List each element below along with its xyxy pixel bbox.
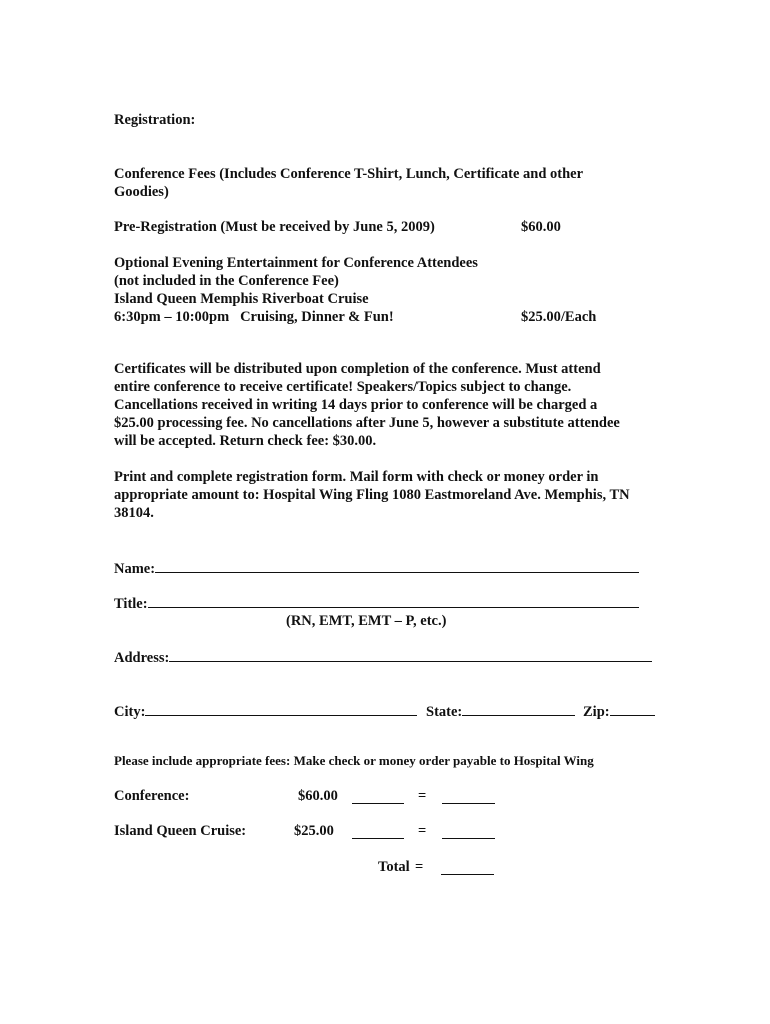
preregistration-label: Pre-Registration (Must be received by June 5, 2009) <box>114 219 435 235</box>
address-row <box>114 647 652 667</box>
optional-line: Optional Evening Entertainment for Conference Attendees <box>114 255 478 271</box>
state-label: State: <box>426 704 463 720</box>
title-label: Title: <box>114 596 148 612</box>
total-field[interactable] <box>441 860 494 875</box>
name-field[interactable] <box>155 558 639 573</box>
optional-line: 6:30pm – 10:00pm Cruising, Dinner & Fun! <box>114 309 394 325</box>
conference-fees-intro <box>114 165 674 201</box>
optional-price: $25.00/Each <box>521 309 597 325</box>
zip-label: Zip: <box>583 704 610 720</box>
fees-intro-line: Goodies) <box>114 184 169 200</box>
certificates-line: Certificates will be distributed upon completion of the conference. Must attend <box>114 361 601 377</box>
state-row <box>426 701 575 721</box>
certificates-line: Cancellations received in writing 14 days prior to conference will be charged a <box>114 397 598 413</box>
certificates-line: entire conference to receive certificate! Speakers/Topics subject to change. <box>114 379 572 395</box>
name-row <box>114 558 639 578</box>
registration-heading: Registration: <box>114 112 196 128</box>
city-label: City: <box>114 704 146 720</box>
conference-equals: = <box>418 788 427 804</box>
conference-fee-label: Conference: <box>114 788 190 804</box>
cruise-fee-label: Island Queen Cruise: <box>114 823 247 839</box>
city-field[interactable] <box>145 701 417 716</box>
zip-field[interactable] <box>610 701 655 716</box>
conference-fee-amount: $60.00 <box>298 788 338 804</box>
certificates-paragraph <box>114 360 714 450</box>
mail-line: 38104. <box>114 505 154 521</box>
mail-line: Print and complete registration form. Mail form with check or money order in <box>114 469 599 485</box>
title-hint: (RN, EMT, EMT – P, etc.) <box>286 613 447 629</box>
optional-line: (not included in the Conference Fee) <box>114 273 339 289</box>
mail-line: appropriate amount to: Hospital Wing Fling 1080 Eastmoreland Ave. Memphis, TN <box>114 487 630 503</box>
fees-note: Please include appropriate fees: Make check or money order payable to Hospital Wing <box>114 753 594 768</box>
cruise-quantity-field[interactable] <box>352 824 404 839</box>
certificates-line: $25.00 processing fee. No cancellations after June 5, however a substitute attendee <box>114 415 620 431</box>
name-label: Name: <box>114 561 156 577</box>
title-row <box>114 593 639 613</box>
total-label: Total <box>378 859 410 875</box>
title-field[interactable] <box>148 593 639 608</box>
city-row <box>114 701 417 721</box>
address-label: Address: <box>114 650 170 666</box>
certificates-line: will be accepted. Return check fee: $30.00. <box>114 433 377 449</box>
zip-row <box>583 701 655 721</box>
preregistration-price: $60.00 <box>521 219 561 235</box>
address-field[interactable] <box>169 647 652 662</box>
conference-quantity-field[interactable] <box>352 789 404 804</box>
optional-line: Island Queen Memphis Riverboat Cruise <box>114 291 369 307</box>
total-equals: = <box>415 859 424 875</box>
cruise-fee-amount: $25.00 <box>294 823 334 839</box>
conference-subtotal-field[interactable] <box>442 789 495 804</box>
cruise-subtotal-field[interactable] <box>442 824 495 839</box>
state-field[interactable] <box>462 701 575 716</box>
cruise-equals: = <box>418 823 427 839</box>
mail-instructions <box>114 468 714 522</box>
fees-intro-line: Conference Fees (Includes Conference T-Shirt, Lunch, Certificate and other <box>114 166 584 182</box>
